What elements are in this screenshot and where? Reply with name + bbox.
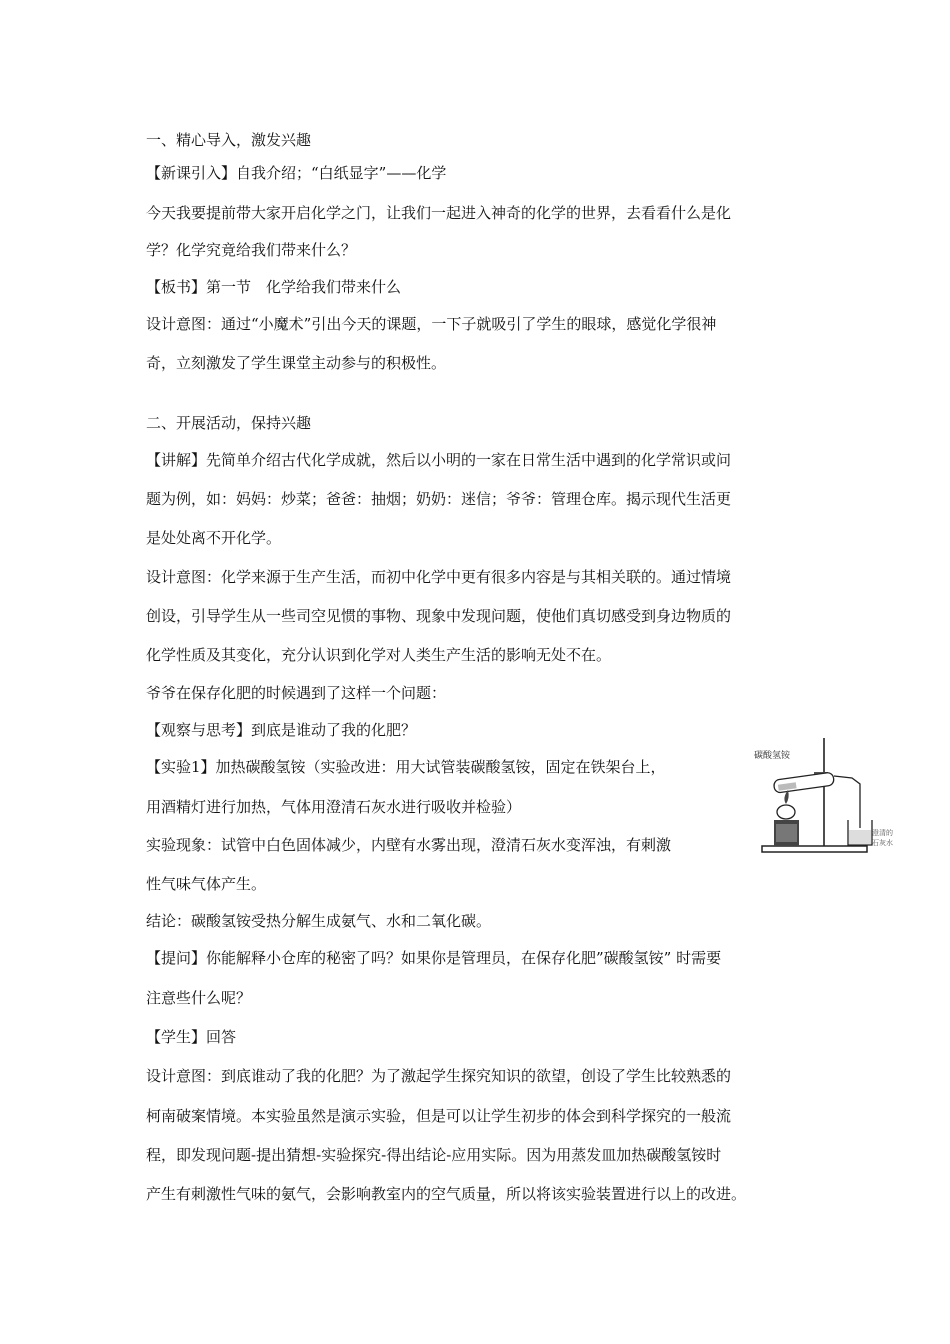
paragraph-line: 程，即发现问题-提出猜想-实验探究-得出结论-应用实际。因为用蒸发皿加热碳酸氢铵时 bbox=[146, 1146, 722, 1164]
paragraph-line: 柯南破案情境。本实验虽然是演示实验，但是可以让学生初步的体会到科学探究的一般流 bbox=[146, 1107, 732, 1125]
paragraph-line: 【讲解】先简单介绍古代化学成就，然后以小明的一家在日常生活中遇到的化学常识或问 bbox=[146, 451, 732, 469]
paragraph-line: 今天我要提前带大家开启化学之门，让我们一起进入神奇的化学的世界，去看看什么是化 bbox=[146, 204, 732, 222]
paragraph-line: 学？化学究竟给我们带来什么？ bbox=[146, 241, 357, 259]
paragraph-line: 奇，立刻激发了学生课堂主动参与的积极性。 bbox=[146, 354, 447, 372]
paragraph-line: 实验现象：试管中白色固体减少，内壁有水雾出现，澄清石灰水变浑浊，有刺激 bbox=[146, 836, 672, 854]
figure-label-ammonium-bicarbonate: 碳酸氢铵 bbox=[754, 751, 791, 761]
apparatus-drawing bbox=[752, 728, 902, 858]
paragraph-line: 题为例，如：妈妈：炒菜；爸爸：抽烟；奶奶：迷信；爷爷：管理仓库。揭示现代生活更 bbox=[146, 490, 732, 508]
paragraph-line: 【观察与思考】到底是谁动了我的化肥？ bbox=[146, 721, 417, 739]
test-tube bbox=[773, 772, 834, 793]
paragraph-line: 创设，引导学生从一些司空见惯的事物、现象中发现问题，使他们真切感受到身边物质的 bbox=[146, 607, 732, 625]
paragraph-line: 用酒精灯进行加热，气体用澄清石灰水进行吸收并检验） bbox=[146, 798, 522, 816]
figure-label-limewater-1: 澄清的 bbox=[872, 829, 893, 837]
paragraph-line: 设计意图：到底谁动了我的化肥？为了激起学生探究知识的欲望，创设了学生比较熟悉的 bbox=[146, 1067, 732, 1085]
lamp-stand-inner bbox=[776, 824, 797, 842]
delivery-tube bbox=[834, 776, 860, 828]
paragraph-line: 设计意图：化学来源于生产生活，而初中化学中更有很多内容是与其相关联的。通过情境 bbox=[146, 568, 732, 586]
figure-label-limewater-2: 石灰水 bbox=[872, 839, 893, 847]
paragraph-line: 【学生】回答 bbox=[146, 1028, 237, 1046]
stand-base bbox=[762, 846, 867, 852]
paragraph-line: 【提问】你能解释小仓库的秘密了吗？如果你是管理员，在保存化肥”碳酸氢铵” 时需要 bbox=[146, 949, 722, 967]
experiment-apparatus-figure bbox=[752, 728, 902, 858]
paragraph-line: 注意些什么呢？ bbox=[146, 989, 252, 1007]
paragraph-line: 设计意图：通过“小魔术”引出今天的课题，一下子就吸引了学生的眼球，感觉化学很神 bbox=[146, 315, 717, 333]
paragraph-line: 【实验1】加热碳酸氢铵（实验改进：用大试管装碳酸氢铵，固定在铁架台上， bbox=[146, 758, 666, 776]
paragraph-line: 产生有刺激性气味的氨气，会影响教室内的空气质量，所以将该实验装置进行以上的改进。 bbox=[146, 1185, 747, 1203]
paragraph-line: 结论：碳酸氢铵受热分解生成氨气、水和二氧化碳。 bbox=[146, 912, 492, 930]
section-heading: 一、精心导入，激发兴趣 bbox=[146, 131, 312, 149]
paragraph-line: 【新课引入】自我介绍；“白纸显字”——化学 bbox=[146, 164, 447, 182]
paragraph-line: 性气味气体产生。 bbox=[146, 875, 267, 893]
paragraph-line: 是处处离不开化学。 bbox=[146, 529, 282, 547]
paragraph-line: 化学性质及其变化，充分认识到化学对人类生产生活的影响无处不在。 bbox=[146, 646, 612, 664]
paragraph-line: 【板书】第一节 化学给我们带来什么 bbox=[146, 278, 402, 296]
limewater bbox=[849, 830, 871, 844]
paragraph-line: 爷爷在保存化肥的时候遇到了这样一个问题： bbox=[146, 684, 447, 702]
section-heading: 二、开展活动，保持兴趣 bbox=[146, 414, 312, 432]
alcohol-lamp bbox=[777, 805, 795, 819]
